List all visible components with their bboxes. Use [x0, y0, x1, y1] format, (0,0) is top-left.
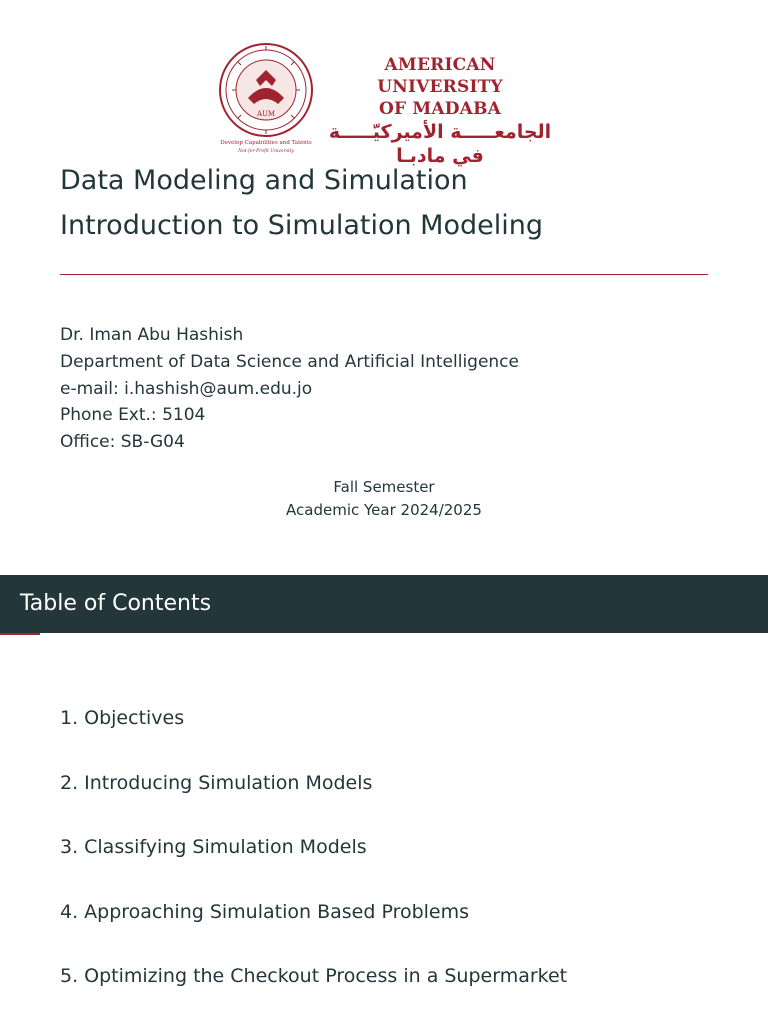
toc-item-number: 2.: [60, 771, 79, 794]
toc-item-number: 5.: [60, 965, 79, 987]
university-seal-icon: [218, 40, 314, 156]
university-logo: [218, 40, 558, 167]
toc-item-label: Objectives: [84, 707, 185, 729]
title-line-1: Data Modeling and Simulation: [60, 165, 468, 196]
author-phone: Phone Ext.: 5104: [60, 405, 206, 426]
frame-title-bar: [0, 575, 768, 633]
toc-item-optimizing-checkout[interactable]: [60, 958, 740, 1023]
author-email: e-mail: i.hashish@aum.edu.jo: [60, 378, 313, 399]
progress-bar: [0, 633, 40, 635]
author-info: [60, 322, 720, 456]
logo-name-ar-line1: الجامعـــــة الأميركيّـــــة: [328, 121, 552, 143]
toc-item-number: 3.: [60, 836, 79, 858]
toc-item-number: 1.: [60, 707, 79, 729]
toc-item-classifying-simulation-models[interactable]: [60, 829, 740, 894]
author-name: Dr. Iman Abu Hashish: [60, 325, 244, 345]
logo-name-en-line1: AMERICAN UNIVERSITY: [377, 55, 503, 97]
presentation-title: [60, 158, 720, 248]
title-divider: [60, 274, 708, 275]
toc-item-objectives[interactable]: [60, 700, 740, 765]
seal-center-text: AUM: [256, 110, 276, 118]
toc-item-label: Introducing Simulation Models: [84, 771, 373, 794]
toc-item-label: Optimizing the Checkout Process in a Supermarket: [84, 965, 568, 987]
logo-wordmark: [322, 54, 558, 168]
table-of-contents: [60, 700, 740, 1023]
author-office: Office: SB-G04: [60, 432, 185, 453]
seal-tagline: Not-for-Profit University: [238, 149, 294, 154]
toc-item-label: Classifying Simulation Models: [84, 836, 367, 858]
term-info: [0, 476, 768, 522]
academic-year-label: Academic Year 2024/2025: [286, 501, 482, 519]
semester-label: Fall Semester: [333, 478, 435, 496]
toc-item-label: Approaching Simulation Based Problems: [84, 900, 470, 923]
toc-heading: Table of Contents: [20, 591, 212, 616]
title-line-2: Introduction to Simulation Modeling: [60, 210, 543, 241]
logo-name-ar-line2: في مادبـا: [396, 145, 484, 167]
toc-item-number: 4.: [60, 900, 79, 923]
logo-name-en-line2: OF MADABA: [378, 99, 502, 119]
toc-item-introducing-simulation-models[interactable]: [60, 765, 740, 830]
author-department: Department of Data Science and Artificial Intelligence: [60, 351, 519, 372]
toc-item-approaching-problems[interactable]: [60, 894, 740, 959]
seal-motto: Develop Capabilities and Talents: [220, 140, 312, 146]
